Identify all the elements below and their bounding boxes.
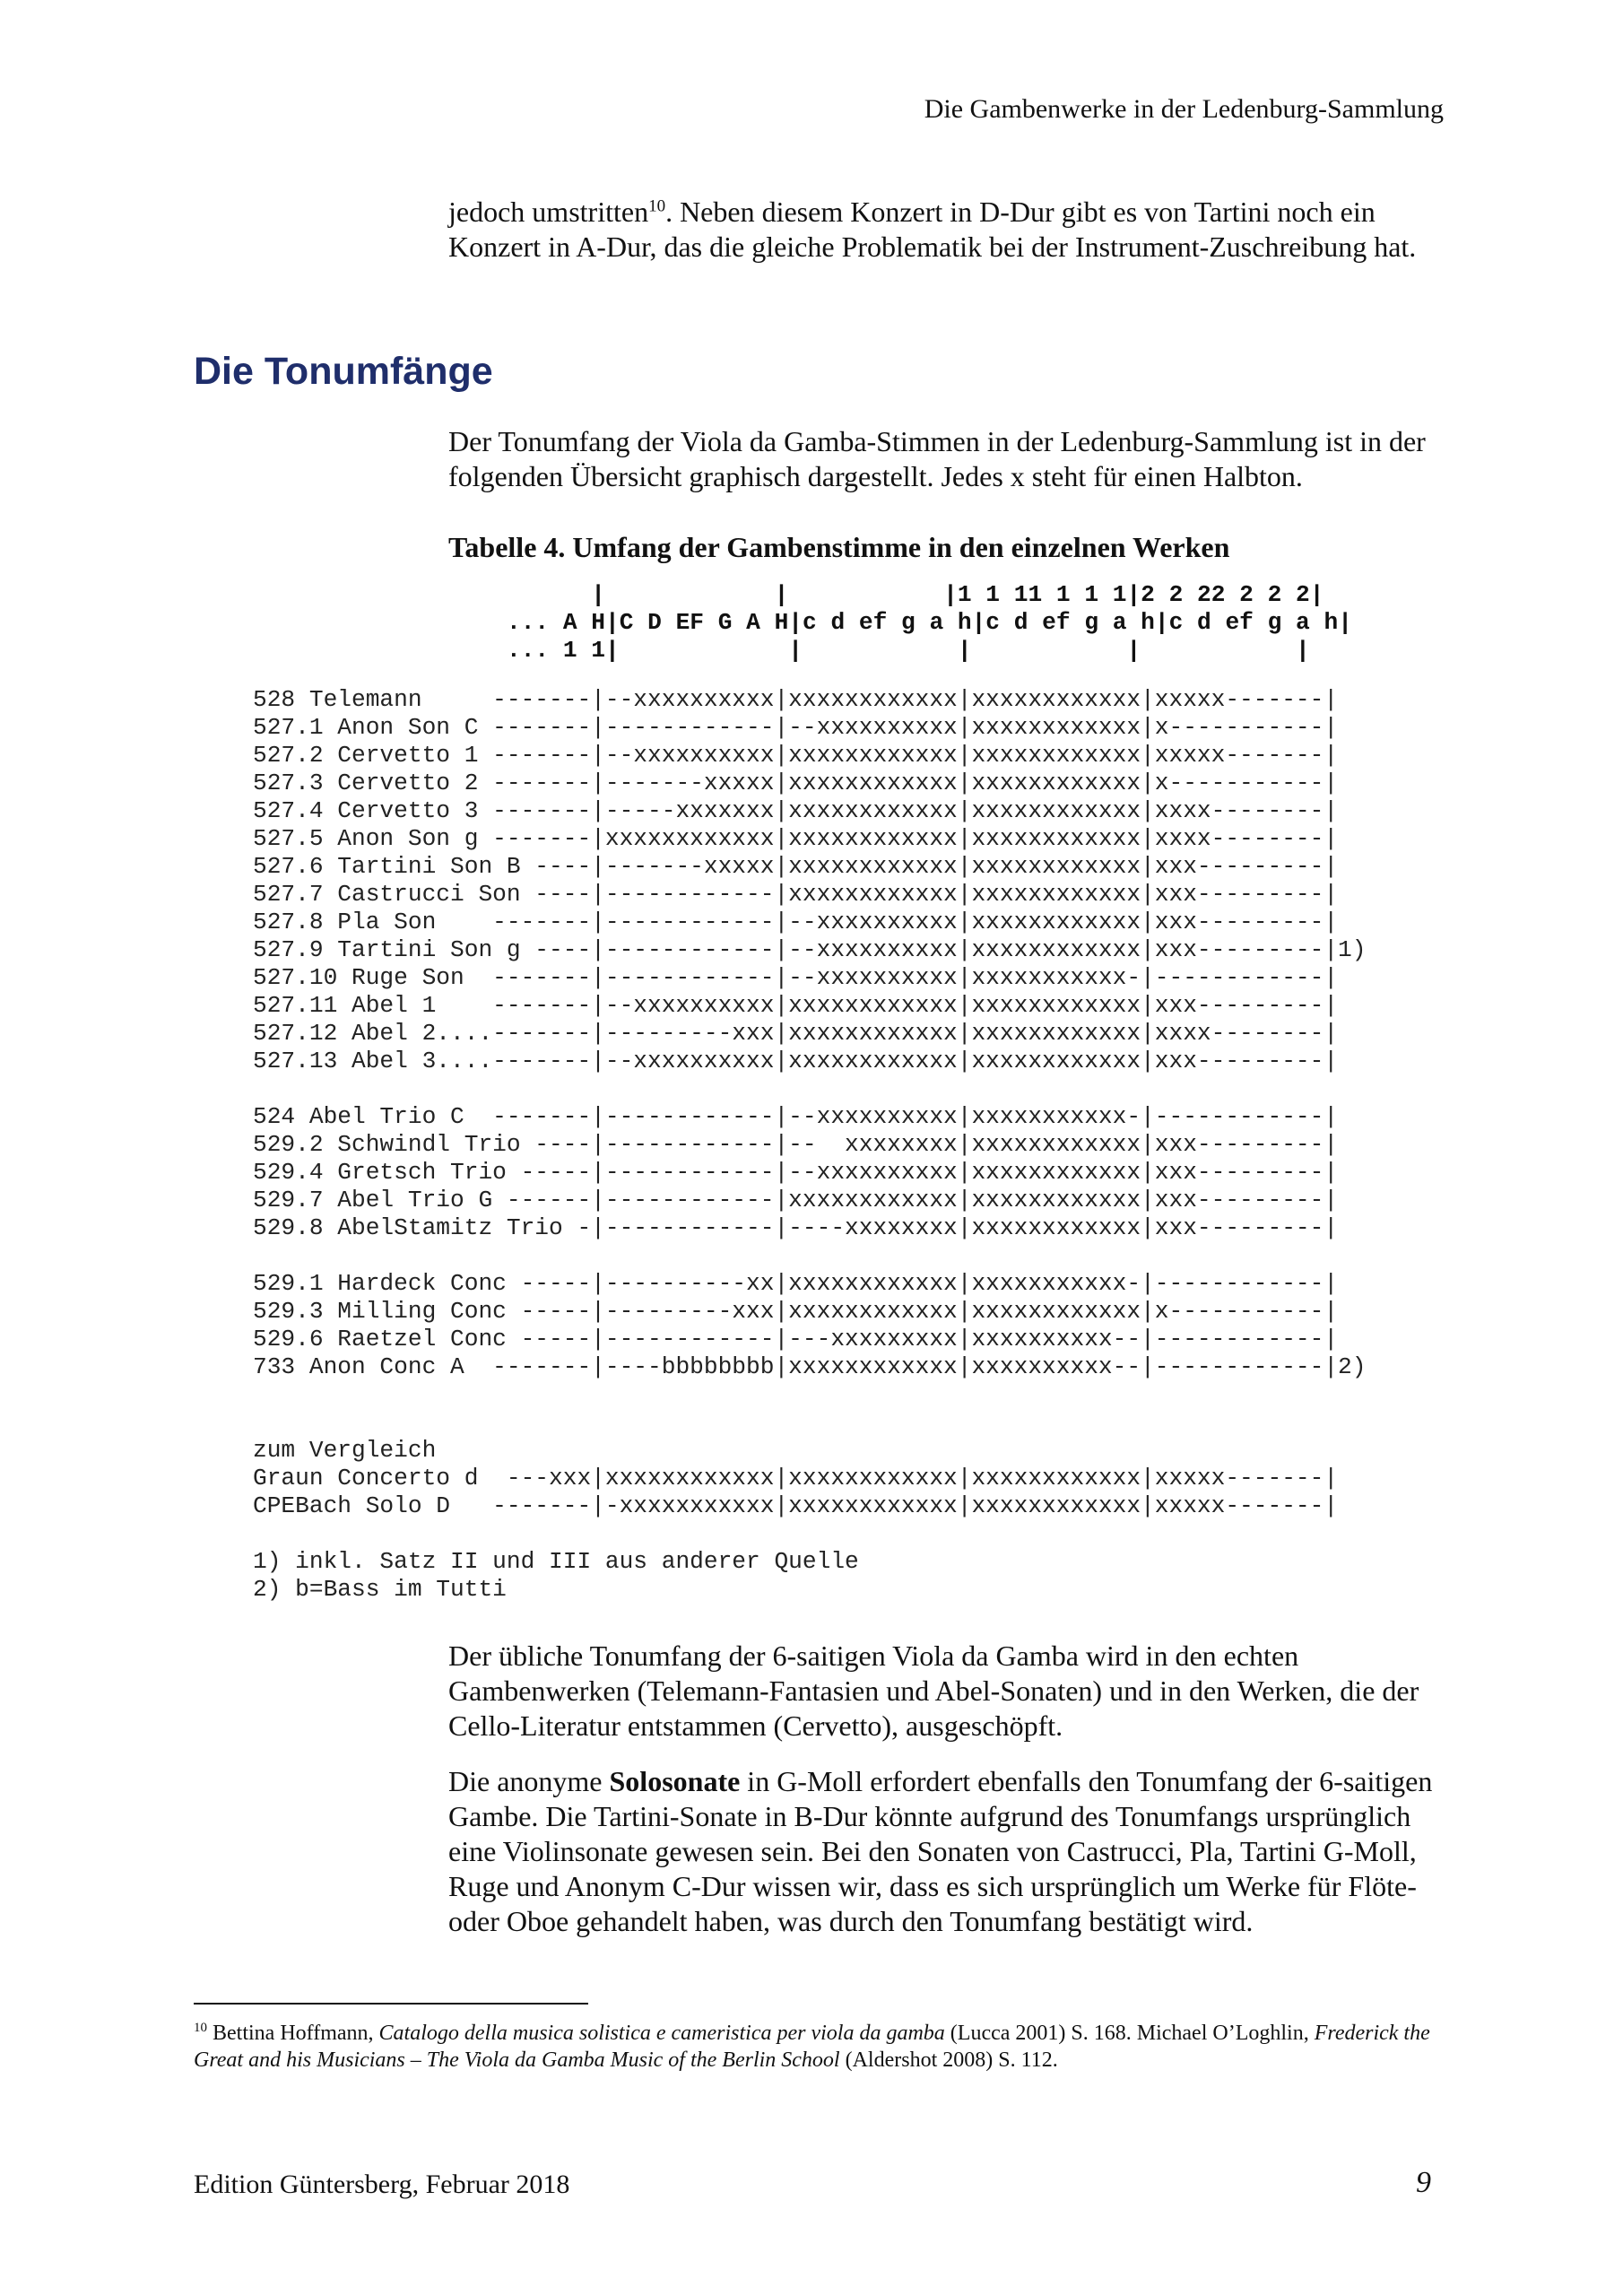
bold-term: Solosonate [609, 1765, 741, 1797]
range-row: 529.1 Hardeck Conc -----|----------xx|xxxxxxxxxxxx|xxxxxxxxxxx-|------------| [253, 1270, 1339, 1297]
range-row: 529.4 Gretsch Trio -----|------------|--xxxxxxxxxx|xxxxxxxxxxxx|xxx---------| [253, 1159, 1339, 1186]
range-group-trios [253, 1103, 1338, 1242]
table-caption: Tabelle 4. Umfang der Gambenstimme in den einzelnen Werken [448, 531, 1230, 563]
range-row: 527.10 Ruge Son -------|------------|--xxxxxxxxxx|xxxxxxxxxxx-|------------| [253, 964, 1339, 991]
range-row: 527.1 Anon Son C -------|------------|--xxxxxxxxxx|xxxxxxxxxxxx|x-----------| [253, 714, 1339, 741]
paragraph-text-end: in G-Moll erfordert ebenfalls den Tonumfang der 6-saitigen Gambe. Die Tartini-Sonate in B-Dur könnte aufgrund des Tonumfangs ursprünglich eine Violinsonate gewesen sein. Bei den Sonaten von Castrucci, Pla, Tartini G-Moll, Ruge und Anonym C-Dur wissen wir, dass es sich ursprünglich um Werke für Flöte- oder Oboe gehandelt haben, was durch den Tonumfang bestätigt wird. [448, 1765, 1433, 1937]
range-row: 529.8 AbelStamitz Trio -|------------|----xxxxxxxx|xxxxxxxxxxxx|xxx---------| [253, 1214, 1339, 1241]
range-row: 529.2 Schwindl Trio ----|------------|-- xxxxxxxx|xxxxxxxxxxxx|xxx---------| [253, 1131, 1339, 1158]
footnote-title: Catalogo della musica solistica e cameristica per viola da gamba [378, 2022, 945, 2045]
range-row: 528 Telemann -------|--xxxxxxxxxx|xxxxxxxxxxxx|xxxxxxxxxxxx|xxxxx-------| [253, 686, 1339, 713]
range-row: 527.4 Cervetto 3 -------|-----xxxxxxx|xxxxxxxxxxxx|xxxxxxxxxxxx|xxxx--------| [253, 797, 1339, 824]
table-note: 2) b=Bass im Tutti [253, 1576, 507, 1603]
range-table-header [507, 581, 1352, 665]
footnote-text: Bettina Hoffmann, [207, 2022, 379, 2045]
footnote-number: 10 [194, 2021, 207, 2035]
intro-text-end: . Neben diesem Konzert in D-Dur gibt es von Tartini noch ein Konzert in A-Dur, das die gleiche Problematik bei der Instrument-Zuschreibung hat. [448, 196, 1417, 263]
paragraph-text-start: Die anonyme [448, 1765, 610, 1797]
range-header-line: ... A H|C D EF G A H|c d ef g a h|c d ef g a h|c d ef g a h| [507, 609, 1352, 636]
range-row: 527.5 Anon Son g -------|xxxxxxxxxxxx|xxxxxxxxxxxx|xxxxxxxxxxxx|xxxx--------| [253, 825, 1339, 852]
page-number: 9 [1416, 2166, 1431, 2199]
range-row: 527.12 Abel 2....-------|---------xxx|xxxxxxxxxxxx|xxxxxxxxxxxx|xxxx--------| [253, 1020, 1339, 1047]
intro-paragraph [448, 195, 1444, 265]
running-header: Die Gambenwerke in der Ledenburg-Sammlung [924, 94, 1444, 124]
footer-publisher: Edition Güntersberg, Februar 2018 [194, 2170, 570, 2199]
table-note: 1) inkl. Satz II und III aus anderer Quelle [253, 1548, 859, 1575]
range-group-solo-works [253, 686, 1367, 1075]
range-row: 527.7 Castrucci Son ----|------------|xxxxxxxxxxxx|xxxxxxxxxxxx|xxx---------| [253, 881, 1339, 908]
paragraph-solosonate [448, 1764, 1444, 1939]
footnote-text: (Aldershot 2008) S. 112. [839, 2048, 1058, 2072]
footnote [194, 2020, 1431, 2074]
footnote-reference[interactable]: 10 [648, 196, 666, 216]
range-row: 733 Anon Conc A -------|----bbbbbbbb|xxxxxxxxxxxx|xxxxxxxxxx--|------------|2) [253, 1353, 1367, 1380]
section-heading: Die Tonumfänge [194, 350, 493, 393]
footnote-divider [194, 2003, 588, 2005]
range-row: 527.9 Tartini Son g ----|------------|--xxxxxxxxxx|xxxxxxxxxxxx|xxx---------|1) [253, 936, 1367, 963]
range-row: 527.8 Pla Son -------|------------|--xxxxxxxxxx|xxxxxxxxxxxx|xxx---------| [253, 909, 1339, 935]
range-row: 529.7 Abel Trio G ------|------------|xxxxxxxxxxxx|xxxxxxxxxxxx|xxx---------| [253, 1187, 1339, 1213]
range-row: 527.13 Abel 3....-------|--xxxxxxxxxx|xxxxxxxxxxxx|xxxxxxxxxxxx|xxx---------| [253, 1048, 1339, 1074]
range-row: 529.3 Milling Conc -----|---------xxx|xxxxxxxxxxxx|xxxxxxxxxxxx|x-----------| [253, 1298, 1339, 1325]
range-row: 527.2 Cervetto 1 -------|--xxxxxxxxxx|xxxxxxxxxxxx|xxxxxxxxxxxx|xxxxx-------| [253, 742, 1339, 769]
paragraph-usual-range: Der übliche Tonumfang der 6-saitigen Viola da Gamba wird in den echten Gambenwerken (Telemann-Fantasien und Abel-Sonaten) und in den Werken, die der Cello-Literatur entstammen (Cervetto), ausgeschöpft. [448, 1639, 1419, 1742]
range-row: 524 Abel Trio C -------|------------|--xxxxxxxxxx|xxxxxxxxxxx-|------------| [253, 1103, 1339, 1130]
section-paragraph: Der Tonumfang der Viola da Gamba-Stimmen in der Ledenburg-Sammlung ist in der folgenden Übersicht graphisch dargestellt. Jedes x steht für einen Halbton. [448, 425, 1426, 492]
range-row: 527.6 Tartini Son B ----|-------xxxxx|xxxxxxxxxxxx|xxxxxxxxxxxx|xxx---------| [253, 853, 1339, 880]
table-notes [253, 1548, 859, 1604]
footnote-title: Frederick the Great and his Musicians – The Viola da Gamba Music of the Berlin School [194, 2022, 1430, 2072]
footnote-text: (Lucca 2001) S. 168. Michael O’Loghlin, [944, 2022, 1315, 2045]
range-header-line: | | |1 1 11 1 1 1|2 2 22 2 2 2| [507, 581, 1324, 608]
range-group-concertos [253, 1270, 1367, 1381]
range-row: CPEBach Solo D -------|-xxxxxxxxxxx|xxxxxxxxxxxx|xxxxxxxxxxxx|xxxxx-------| [253, 1492, 1339, 1519]
intro-text-start: jedoch umstritten [448, 196, 649, 228]
range-row: 527.3 Cervetto 2 -------|-------xxxxx|xxxxxxxxxxxx|xxxxxxxxxxxx|x-----------| [253, 770, 1339, 796]
range-group-comparison [253, 1437, 1338, 1520]
range-row: 527.11 Abel 1 -------|--xxxxxxxxxx|xxxxxxxxxxxx|xxxxxxxxxxxx|xxx---------| [253, 992, 1339, 1019]
range-row: Graun Concerto d ---xxx|xxxxxxxxxxxx|xxxxxxxxxxxx|xxxxxxxxxxxx|xxxxx-------| [253, 1465, 1339, 1492]
range-header-line: ... 1 1| | | | | [507, 637, 1310, 664]
comparison-label: zum Vergleich [253, 1437, 437, 1464]
range-row: 529.6 Raetzel Conc -----|------------|---xxxxxxxxx|xxxxxxxxxx--|------------| [253, 1326, 1339, 1352]
